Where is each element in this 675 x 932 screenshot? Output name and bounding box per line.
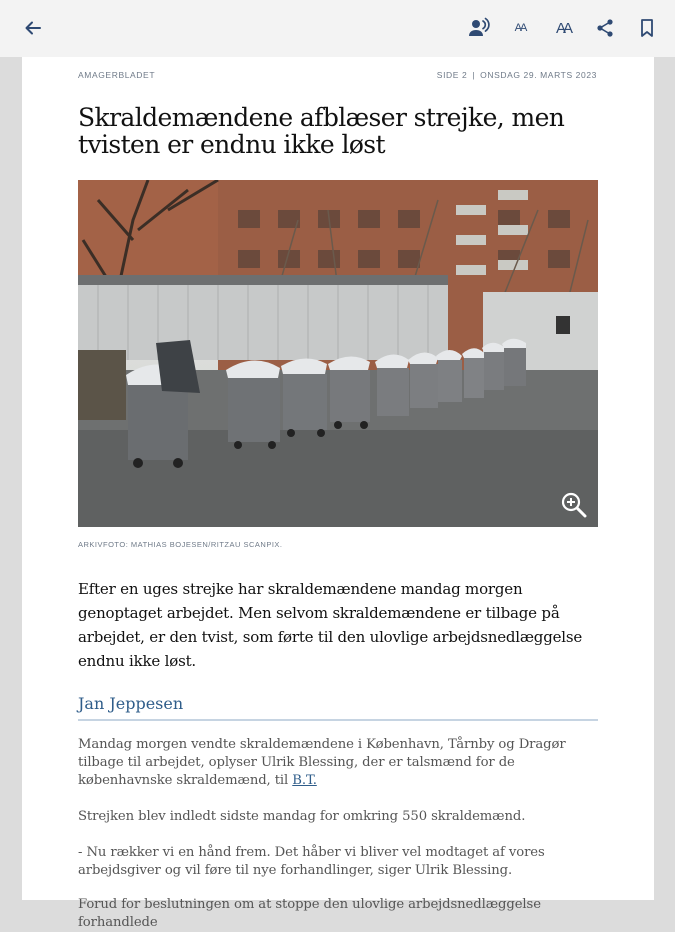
page-date-info [437, 70, 597, 80]
share-button[interactable] [592, 15, 618, 41]
article-lede: Efter en uges strejke har skraldemændene mandag morgen genoptaget arbejdet. Men selvom skraldemændene er tilbage på arbejdet, er den tvist, som førte til den ulovlige arbejdsnedlæggelse endnu ikke løst. [78, 580, 583, 670]
article-paragraph: Forud for beslutningen om at stoppe den ulovlige arbejdsnedlæggelse forhandlede [78, 897, 541, 930]
increase-text-button[interactable] [550, 15, 576, 41]
article-paragraph: Strejken blev indledt sidste mandag for omkring 550 skraldemænd. [78, 809, 526, 824]
photo-caption: ARKIVFOTO: MATHIAS BOJESEN/RITZAU SCANPIX. [78, 540, 283, 549]
meta-separator: | [472, 70, 476, 80]
article-date: ONSDAG 29. MARTS 2023 [480, 70, 597, 80]
read-aloud-button[interactable] [466, 15, 492, 41]
article-paragraph: - Nu rækker vi en hånd frem. Det håber vi bliver vel modtaget af vores arbejdsgiver og vil føre til nye forhandlinger, siger Ulrik Blessing. [78, 845, 545, 878]
photo-garbage-bins [78, 180, 598, 527]
read-aloud-icon [468, 17, 490, 39]
source-link[interactable]: B.T. [292, 773, 317, 788]
increase-text-icon: AA [555, 19, 570, 37]
article-headline: Skraldemændene afblæser strejke, men tvisten er endnu ikke løst [78, 103, 565, 159]
decrease-text-button[interactable] [507, 15, 533, 41]
bookmark-button[interactable] [634, 15, 660, 41]
author-byline[interactable]: Jan Jeppesen [78, 694, 598, 721]
back-button[interactable] [20, 15, 46, 41]
paragraph-text: Mandag morgen vendte skraldemændene i København, Tårnby og Dragør tilbage til arbejdet, oplyser Ulrik Blessing, der er talsmænd for de københavnske skraldemænd, til [78, 737, 566, 788]
article-paragraph [78, 736, 598, 790]
decrease-text-icon: AA [514, 22, 526, 34]
share-icon [595, 18, 615, 38]
zoom-icon[interactable] [560, 491, 588, 519]
bookmark-icon [638, 18, 656, 38]
page-number: SIDE 2 [436, 70, 468, 80]
top-toolbar [0, 0, 675, 57]
article-photo[interactable] [78, 180, 598, 527]
source-label: AMAGERBLADET [78, 70, 156, 80]
back-icon [23, 18, 43, 38]
